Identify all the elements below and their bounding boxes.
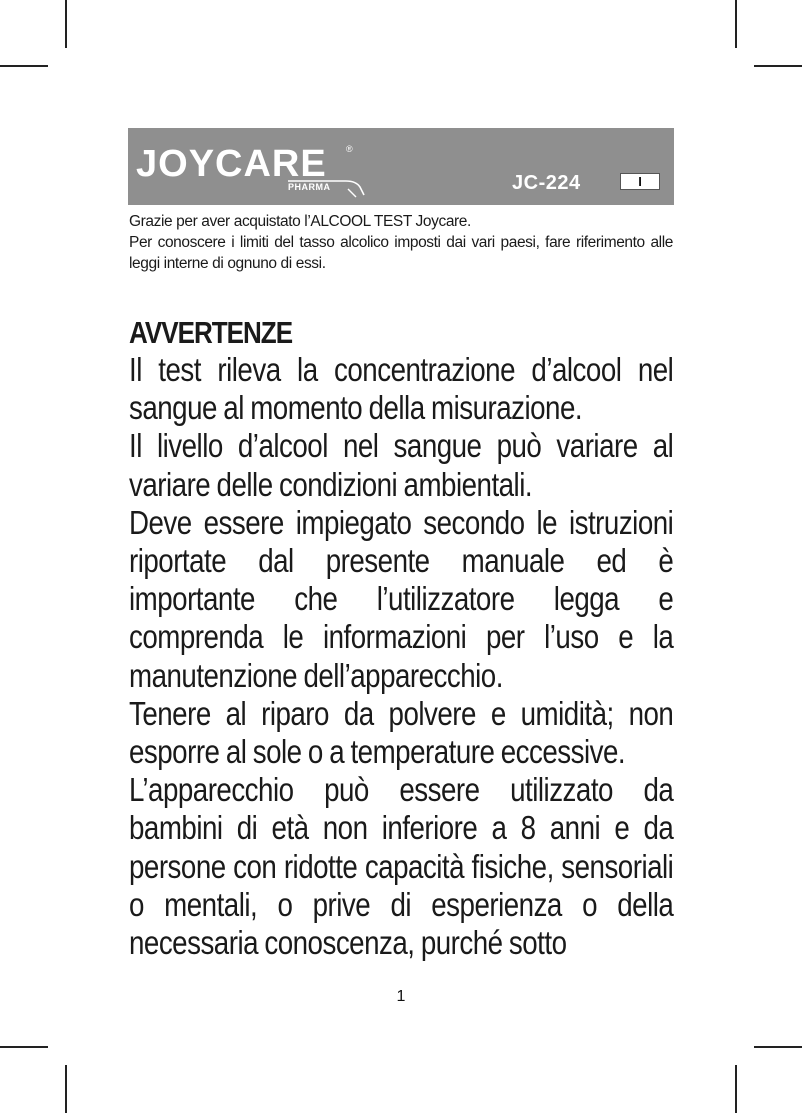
crop-mark-bottom-left-horizontal bbox=[0, 1046, 48, 1048]
brand-name: JOYCARE bbox=[136, 143, 327, 185]
intro-thanks: Grazie per aver acquistato l’ALCOOL TEST Joycare. bbox=[129, 213, 471, 230]
brand-logo bbox=[136, 142, 366, 200]
warning-paragraph: Tenere al riparo da polvere e umidità; non esporre al sole o a temperature eccessive. bbox=[129, 694, 674, 771]
crop-mark-top-left-vertical bbox=[65, 0, 67, 48]
warnings-section bbox=[129, 315, 673, 962]
warning-paragraph: L’apparecchio può essere utilizzato da bambini di età non inferiore a 8 anni e da persone con ridotte capacità fisiche, sensoriali o mentali, o prive di esperienza o della necessaria conoscenza, purché sotto bbox=[129, 771, 674, 962]
model-number: JC-224 bbox=[512, 172, 581, 194]
crop-mark-bottom-left-vertical bbox=[65, 1065, 67, 1113]
warning-paragraph: Il livello d’alcool nel sangue può variare al variare delle condizioni ambientali. bbox=[129, 427, 674, 503]
brand-subtitle: PHARMA bbox=[288, 182, 331, 192]
registered-mark: ® bbox=[346, 144, 353, 154]
intro-legal-note: Per conoscere i limiti del tasso alcolico imposti dai vari paesi, fare riferimento alle leggi interne di ognuno di essi. bbox=[129, 234, 673, 272]
warnings-body bbox=[129, 351, 673, 962]
crop-mark-bottom-right-vertical bbox=[735, 1065, 737, 1113]
crop-mark-bottom-right-horizontal bbox=[754, 1046, 802, 1048]
crop-mark-top-right-vertical bbox=[735, 0, 737, 48]
intro-text bbox=[129, 211, 673, 274]
header-banner bbox=[128, 128, 674, 205]
crop-mark-top-right-horizontal bbox=[754, 65, 802, 67]
warning-paragraph: Il test rileva la concentrazione d’alcool nel sangue al momento della misurazione. bbox=[129, 351, 674, 427]
warning-paragraph: Deve essere impiegato secondo le istruzioni riportate dal presente manuale ed è importante che l’utilizzatore legga e comprenda le informazioni per l’uso e la manutenzione dell’apparecchio. bbox=[129, 503, 674, 694]
language-badge: I bbox=[620, 173, 660, 190]
crop-mark-top-left-horizontal bbox=[0, 65, 48, 67]
warnings-heading: AVVERTENZE bbox=[129, 315, 293, 350]
page-number: 1 bbox=[396, 988, 406, 1005]
